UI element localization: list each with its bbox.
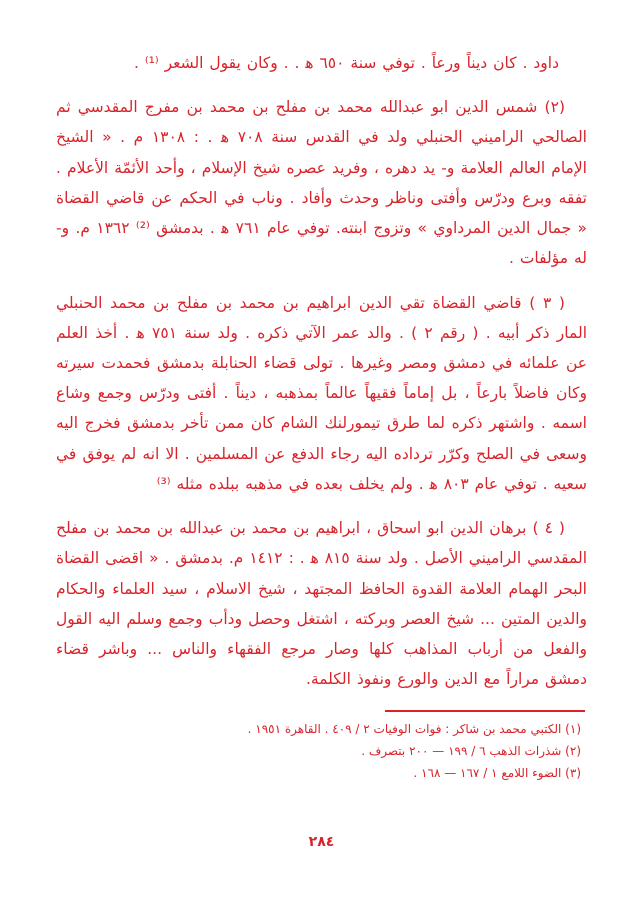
- paragraph-entry-4: ( ٤ ) برهان الدين ابو اسحاق ، ابراهيم بن محمد بن عبدالله بن محمد بن مفلح المقدسي الراميني الأصل . ولد سنة ٨١٥ ه‍ . : ١٤١٢ م. بدمشق . « اقضى القضاة البحر الهمام العلامة القدوة الحافظ المجتهد ، شيخ الاسلام ، سيد العلماء والحكام والدين المتين ... شيخ العصر وبركته ، اشتغل وحصل ودأب وجمع وسلم اليه القول والفعل من أرباب المذاهب كلها وصار مرجع الفقهاء والناس ... وباشر قضاء دمشق مراراً مع الدين والورع ونفوذ الكلمة.: [56, 519, 587, 689]
- footnote-1-marker: (١): [565, 721, 581, 736]
- page-body: [56, 48, 587, 694]
- paragraph-entry-3: ( ٣ ) قاضي القضاة تقي الدين ابراهيم بن محمد بن مفلح بن محمد الحنبلي المار ذكر أبيه . ( رقم ٢ ) . والد عمر الآتي ذكره . ولد سنة ٧٥١ ه‍ . أخذ العلم عن علمائه في دمشق ومصر وغيرها . تولى قضاء الحنابلة بدمشق فحمدت سيرته وكان فاضلاً بارعاً ، بل إماماً فقيهاً عالماً بمذهبه ، ديناً . أفتى ودرّس وجمع وشاع اسمه . واشتهر ذكره لما طرق تيمورلنك الشام كان ممن تأخر بدمشق فخرج اليه وسعى في الصلح وكرّر ترداده اليه رجاء الدفع عن المسلمين . الا انه لم يوفق في سعيه . توفي عام ٨٠٣ ه‍ . ولم يخلف بعده في مذهبه ببلده مثله ⁽³⁾: [56, 293, 587, 493]
- paragraph-entry-2: (٢) شمس الدين ابو عبدالله محمد بن مفلح بن محمد بن مفرج المقدسي ثم الصالحي الراميني الحنبلي ولد في القدس سنة ٧٠٨ ه‍ . : ١٣٠٨ م . « الشيخ الإمام العالم العلامة و- يد دهره ، وفريد عصره شيخ الإسلام ، وأحد الأئمّة الأعلام . تفقه وبرع ودرّس وأفتى وناظر وحدث وأفاد . وناب في الحكم عن قاضي القضاة « جمال الدين المرداوي » وتزوج ابنته. توفي عام ٧٦١ ه‍ . بدمشق ⁽²⁾ ١٣٦٢ م. و- له مؤلفات .: [56, 98, 588, 268]
- footnote-3-marker: (٣): [565, 766, 581, 781]
- footnote-3: [56, 762, 587, 784]
- footnote-1: [56, 718, 587, 740]
- footnote-2-marker: (٢): [565, 743, 581, 758]
- footnote-divider: [385, 710, 585, 711]
- footnote-2-text: شذرات الذهب ٦ / ١٩٩ — ٢٠٠ بتصرف .: [361, 743, 562, 758]
- page-number: ٢٨٤: [308, 834, 335, 850]
- paragraph-intro: داود . كان ديناً ورعاً . توفي سنة ٦٥٠ ه‍ . . وكان يقول الشعر ⁽¹⁾ .: [133, 54, 559, 72]
- footnote-1-text: الكتبي محمد بن شاكر : فوات الوفيات ٢ / ٤٠٩ . القاهرة ١٩٥١ .: [247, 721, 562, 736]
- footnote-2: [56, 740, 587, 762]
- footnote-3-text: الضوء اللامع ١ / ١٦٧ — ١٦٨ .: [413, 766, 562, 781]
- footnotes-section: [56, 710, 587, 784]
